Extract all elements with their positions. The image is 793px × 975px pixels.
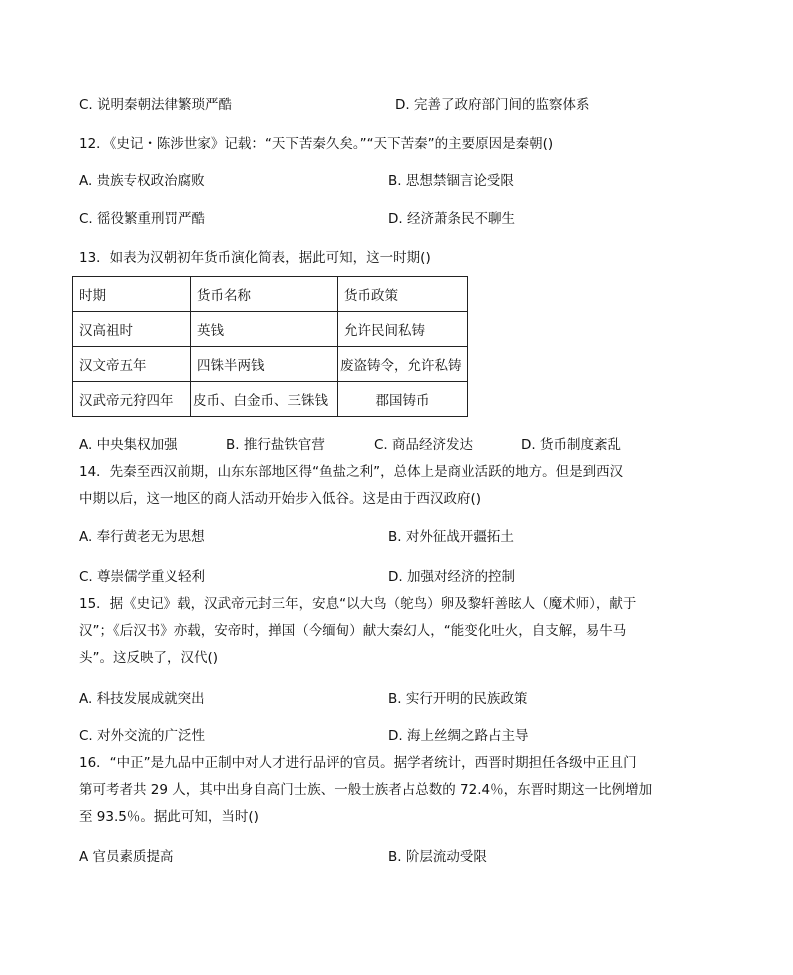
q13-option-d: D. 货币制度紊乱 (521, 437, 621, 453)
q14-option-b: B. 对外征战开疆拓土 (388, 529, 514, 545)
q14-option-d: D. 加强对经济的控制 (388, 569, 515, 585)
q15-option-a: A. 科技发展成就突出 (79, 691, 205, 707)
table-header-row (73, 277, 468, 312)
table-cell: 汉高祖时 (73, 312, 191, 347)
q13-option-b: B. 推行盐铁官营 (226, 437, 325, 453)
q16-stem-line-2: 第可考者共 29 人，其中出身自高门士族、一般士族者占总数的 72.4％，东晋时期这一比例增加 (79, 782, 653, 798)
q15-stem-line-3: 头”。这反映了，汉代() (79, 650, 219, 666)
q14-stem-line-1: 14．先秦至西汉前期，山东东部地区得“鱼盐之利”，总体上是商业活跃的地方。但是到西汉 (79, 464, 624, 480)
q12-stem: 12．《史记・陈涉世家》记载：“天下苦秦久矣。”“天下苦秦”的主要原因是秦朝() (79, 136, 554, 152)
table-cell: 汉武帝元狩四年 (73, 382, 191, 417)
currency-table (72, 276, 468, 417)
table-cell: 四铢半两钱 (191, 347, 338, 382)
q13-stem: 13．如表为汉朝初年货币演化简表，据此可知，这一时期() (79, 250, 431, 266)
q12-option-b: B. 思想禁锢言论受限 (388, 173, 514, 189)
q12-option-d: D. 经济萧条民不聊生 (388, 211, 515, 227)
q16-stem-line-1: 16．“中正”是九品中正制中对人才进行品评的官员。据学者统计，西晋时期担任各级中正且门 (79, 755, 637, 771)
q15-option-d: D. 海上丝绸之路占主导 (388, 728, 529, 744)
q12-option-a: A. 贵族专权政治腐败 (79, 173, 205, 189)
table-row (73, 347, 468, 382)
q15-stem-line-2: 汉”；《后汉书》亦载，安帝时，掸国（今缅甸）献大秦幻人，“能变化吐火，自支解，易牛马 (79, 623, 627, 639)
table-header-cell: 时期 (73, 277, 191, 312)
q16-option-a: A 官员素质提高 (79, 849, 174, 865)
q12-option-c: C. 徭役繁重刑罚严酷 (79, 211, 206, 227)
q14-option-c: C. 尊崇儒学重义轻利 (79, 569, 206, 585)
table-row (73, 382, 468, 417)
table-header-cell: 货币名称 (191, 277, 338, 312)
q16-option-b: B. 阶层流动受限 (388, 849, 487, 865)
q11-option-c: C. 说明秦朝法律繁琐严酷 (79, 97, 233, 113)
q13-option-c: C. 商品经济发达 (374, 437, 474, 453)
table-header-cell: 货币政策 (338, 277, 468, 312)
table-cell: 英钱 (191, 312, 338, 347)
table-cell: 汉文帝五年 (73, 347, 191, 382)
q15-option-c: C. 对外交流的广泛性 (79, 728, 206, 744)
table-cell: 废盗铸令，允许私铸 (338, 347, 468, 382)
table-cell: 郡国铸币 (338, 382, 468, 417)
q15-stem-line-1: 15．据《史记》载，汉武帝元封三年，安息“以大鸟（鸵鸟）卵及黎轩善眩人（魔术师），献于 (79, 596, 637, 612)
q16-stem-line-3: 至 93.5％。据此可知，当时() (79, 809, 259, 825)
table-cell: 允许民间私铸 (338, 312, 468, 347)
q15-option-b: B. 实行开明的民族政策 (388, 691, 528, 707)
table-cell: 皮币、白金币、三铢钱 (191, 382, 338, 417)
q14-option-a: A. 奉行黄老无为思想 (79, 529, 205, 545)
table-row (73, 312, 468, 347)
q14-stem-line-2: 中期以后，这一地区的商人活动开始步入低谷。这是由于西汉政府() (79, 491, 482, 507)
q11-option-d: D. 完善了政府部门间的监察体系 (395, 97, 590, 113)
q13-option-a: A. 中央集权加强 (79, 437, 178, 453)
